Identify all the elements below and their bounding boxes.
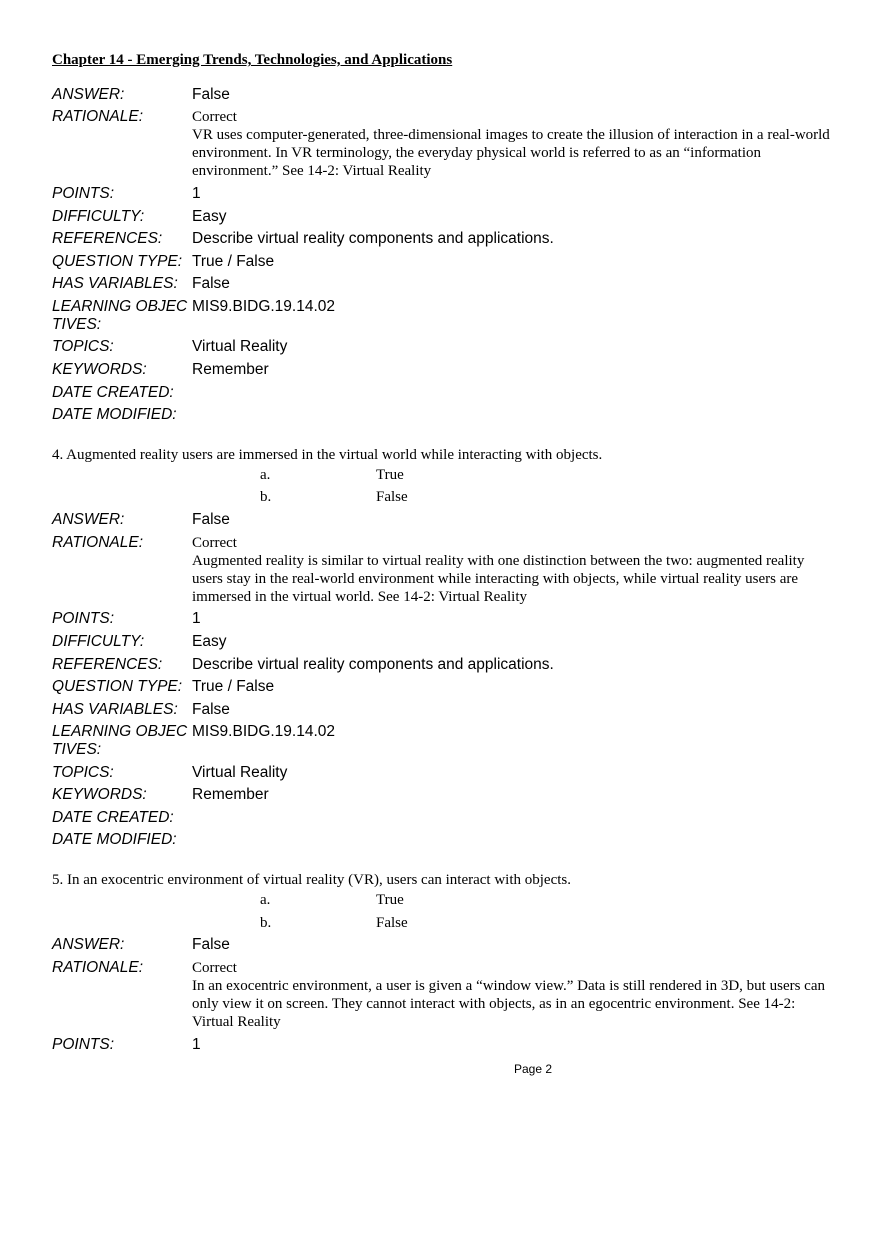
answer-label: ANSWER: (52, 936, 125, 953)
rationale-text (192, 959, 832, 1031)
date-modified-row (52, 406, 842, 424)
keywords-label: KEYWORDS: (52, 786, 147, 803)
rationale-body: In an exocentric environment, a user is given a “window view.” Data is still rendered in 3D, but users can only view it on screen. They cannot interact with objects, as in an egocentric environment. See 14-2: Virtual Reality (192, 978, 825, 1030)
date-modified-label: DATE MODIFIED: (52, 831, 177, 848)
learning-objectives-value: MIS9.BIDG.19.14.02 (192, 723, 336, 740)
question-type-label: QUESTION TYPE: (52, 678, 183, 695)
choice-text: True (376, 467, 404, 483)
page-footer (0, 1062, 880, 1076)
points-value: 1 (192, 185, 201, 202)
choice-text: True (376, 892, 404, 908)
question-type-row (52, 678, 842, 696)
answer-value: False (192, 86, 230, 103)
learning-objectives-row (52, 723, 842, 759)
references-label: REFERENCES: (52, 656, 163, 673)
choice-letter: b. (260, 489, 272, 505)
date-created-label: DATE CREATED: (52, 384, 174, 401)
question-type-value: True / False (192, 678, 275, 695)
rationale-head: Correct (192, 535, 237, 551)
learning-objectives-label: LEARNING OBJECTIVES: (52, 723, 188, 758)
points-value: 1 (192, 610, 201, 627)
question-type-label: QUESTION TYPE: (52, 253, 183, 270)
points-row (52, 185, 842, 203)
date-modified-row (52, 831, 842, 849)
rationale-row (52, 959, 842, 1031)
rationale-head: Correct (192, 109, 237, 125)
rationale-body: Augmented reality is similar to virtual reality with one distinction between the two: augmented reality users stay in the real-world environment while interacting with objects, while virtual reality users are immersed in the virtual world. See 14-2: Virtual Reality (192, 553, 805, 605)
choice-text: False (376, 489, 408, 505)
choice-letter: a. (260, 467, 271, 483)
date-created-row (52, 384, 842, 402)
rationale-label: RATIONALE: (52, 534, 144, 551)
answer-row (52, 511, 842, 529)
rationale-text (192, 534, 832, 606)
topics-value: Virtual Reality (192, 338, 288, 355)
chapter-title: Chapter 14 - Emerging Trends, Technologies, and Applications (52, 52, 453, 68)
rationale-label: RATIONALE: (52, 959, 144, 976)
topics-label: TOPICS: (52, 338, 114, 355)
choice-text: False (376, 915, 408, 931)
topics-row (52, 338, 842, 356)
references-row (52, 230, 842, 248)
difficulty-row (52, 633, 842, 651)
question-type-row (52, 253, 842, 271)
has-variables-label: HAS VARIABLES: (52, 275, 178, 292)
points-row (52, 1036, 842, 1054)
references-value: Describe virtual reality components and applications. (192, 230, 554, 247)
difficulty-value: Easy (192, 208, 227, 225)
rationale-body: VR uses computer-generated, three-dimensional images to create the illusion of interaction in a real-world environment. In VR terminology, the everyday physical world is referred to as an “information environment.” See 14-2: Virtual Reality (192, 127, 830, 179)
difficulty-label: DIFFICULTY: (52, 633, 145, 650)
answer-value: False (192, 511, 230, 528)
difficulty-row (52, 208, 842, 226)
keywords-row (52, 361, 842, 379)
points-label: POINTS: (52, 610, 115, 627)
date-created-row (52, 809, 842, 827)
rationale-head: Correct (192, 960, 237, 976)
points-row (52, 610, 842, 628)
rationale-label: RATIONALE: (52, 108, 144, 125)
has-variables-value: False (192, 275, 230, 292)
answer-row (52, 936, 842, 954)
question-5-text: 5. In an exocentric environment of virtual reality (VR), users can interact with objects. (52, 872, 571, 888)
topics-value: Virtual Reality (192, 764, 288, 781)
references-label: REFERENCES: (52, 230, 163, 247)
answer-value: False (192, 936, 230, 953)
question-type-value: True / False (192, 253, 275, 270)
learning-objectives-label: LEARNING OBJECTIVES: (52, 298, 188, 333)
page-number: Page 2 (513, 1062, 553, 1076)
rationale-row (52, 534, 842, 606)
answer-label: ANSWER: (52, 86, 125, 103)
learning-objectives-value: MIS9.BIDG.19.14.02 (192, 298, 336, 315)
points-value: 1 (192, 1036, 201, 1053)
date-created-label: DATE CREATED: (52, 809, 174, 826)
has-variables-value: False (192, 701, 230, 718)
has-variables-row (52, 275, 842, 293)
topics-row (52, 764, 842, 782)
choice-letter: a. (260, 892, 271, 908)
keywords-value: Remember (192, 786, 269, 803)
points-label: POINTS: (52, 1036, 115, 1053)
answer-row (52, 86, 842, 104)
date-modified-label: DATE MODIFIED: (52, 406, 177, 423)
answer-label: ANSWER: (52, 511, 125, 528)
rationale-text (192, 108, 832, 180)
has-variables-row (52, 701, 842, 719)
rationale-row (52, 108, 842, 180)
difficulty-label: DIFFICULTY: (52, 208, 145, 225)
choice-letter: b. (260, 915, 272, 931)
references-value: Describe virtual reality components and applications. (192, 656, 554, 673)
question-4-text: 4. Augmented reality users are immersed in the virtual world while interacting with objects. (52, 447, 603, 463)
topics-label: TOPICS: (52, 764, 114, 781)
references-row (52, 656, 842, 674)
keywords-row (52, 786, 842, 804)
points-label: POINTS: (52, 185, 115, 202)
keywords-value: Remember (192, 361, 269, 378)
has-variables-label: HAS VARIABLES: (52, 701, 178, 718)
difficulty-value: Easy (192, 633, 227, 650)
learning-objectives-row (52, 298, 842, 334)
keywords-label: KEYWORDS: (52, 361, 147, 378)
